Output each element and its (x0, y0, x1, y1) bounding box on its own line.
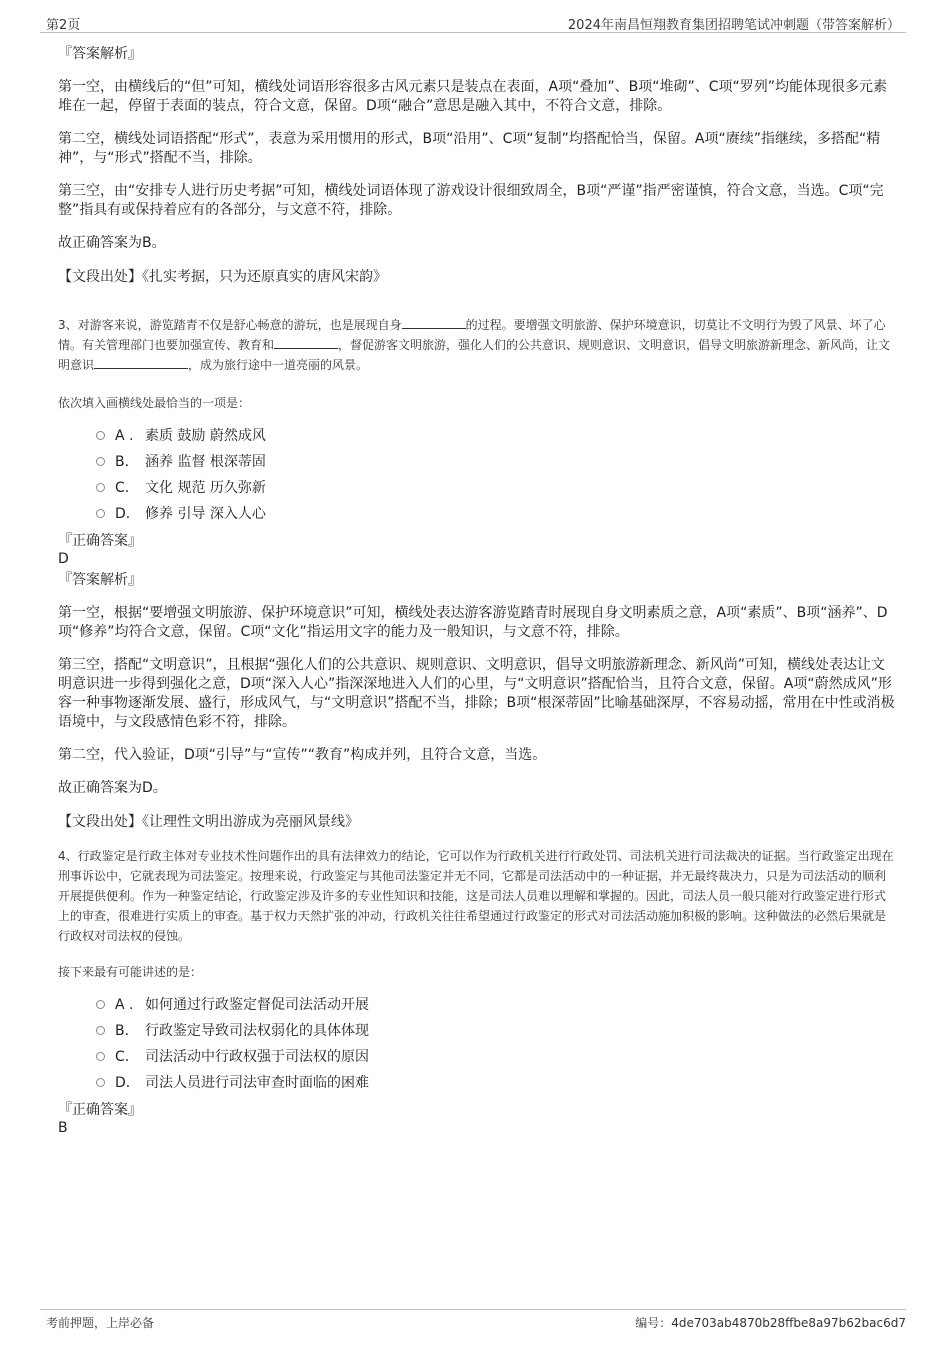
analysis-paragraph: 第一空，根据“要增强文明旅游、保护环境意识”可知，横线处表达游客游览踏青时展现自身文明素质之意，A项“素质”、B项“涵养”、D项“修养”均符合文意，保留。C项“文化”指运用文字的能力及一般知识，与文意不符，排除。 (58, 605, 888, 640)
analysis-paragraph: 第二空，代入验证，D项“引导”与“宣传”“教育”构成并列，且符合文意，当选。 (58, 747, 547, 763)
analysis-paragraph: 第三空，由“安排专人进行历史考据”可知，横线处词语体现了游戏设计很细致周全，B项“严谨”指严密谨慎，符合文意，当选。C项“完整”指具有或保持着应有的各部分，与文意不符，排除。 (58, 183, 884, 218)
option-d[interactable]: D. 司法人员进行司法审查时面临的困难 (96, 1070, 896, 1096)
analysis-paragraph: 第三空，搭配“文明意识”，且根据“强化人们的公共意识、规则意识、文明意识，倡导文明旅游新理念、新风尚”可知，横线处表达让文明意识进一步得到强化之意，D项“深入人心”指深深地进入人们的心里，与“文明意识”搭配恰当，且符合文意，保留。A项“蔚然成风”形容一种事物逐渐发展、盛行，形成风气，与“文明意识”搭配不当，排除；B项“根深蒂固”比喻基础深厚，不容易动摇，常用在中性或消极语境中，与文段感情色彩不符，排除。 (58, 657, 895, 730)
source-title: 《扎实考据，只为还原真实的唐风宋韵》 (142, 269, 387, 285)
analysis-paragraph: 第一空，由横线后的“但”可知，横线处词语形容很多古风元素只是装点在表面，A项“叠加”、B项“堆砌”、C项“罗列”均能体现很多元素堆在一起，停留于表面的装点，符合文意，保留。D项“融合”意思是融入其中，不符合文意，排除。 (58, 79, 887, 114)
radio-icon[interactable] (96, 431, 105, 440)
analysis-tag: 『答案解析』 (58, 46, 142, 62)
page-header (40, 10, 906, 33)
source-label: 【文段出处】 (58, 814, 142, 830)
source-line (58, 267, 896, 287)
radio-icon[interactable] (96, 1026, 105, 1035)
page-content (58, 44, 896, 1137)
option-c[interactable]: C. 文化 规范 历久弥新 (96, 475, 896, 501)
source-line (58, 812, 896, 832)
radio-icon[interactable] (96, 483, 105, 492)
fill-blank (94, 356, 188, 369)
document-title: 2024年南昌恒翔教育集团招聘笔试冲刺题（带答案解析） (567, 18, 900, 33)
fill-blank (274, 336, 338, 349)
fill-blank (402, 316, 466, 329)
correct-answer: B (58, 1120, 68, 1136)
options-list (96, 423, 896, 527)
analysis-conclusion: 故正确答案为B。 (58, 235, 166, 251)
option-a[interactable]: A . 如何通过行政鉴定督促司法活动开展 (96, 992, 896, 1018)
option-a[interactable]: A . 素质 鼓励 蔚然成风 (96, 423, 896, 449)
radio-icon[interactable] (96, 1000, 105, 1009)
option-b[interactable]: B. 行政鉴定导致司法权弱化的具体体现 (96, 1018, 896, 1044)
radio-icon[interactable] (96, 509, 105, 518)
radio-icon[interactable] (96, 457, 105, 466)
analysis-conclusion: 故正确答案为D。 (58, 780, 167, 796)
question-prompt: 依次填入画横线处最恰当的一项是： (58, 396, 251, 410)
radio-icon[interactable] (96, 1052, 105, 1061)
answer-tag: 『正确答案』 (58, 1102, 142, 1118)
correct-answer: D (58, 551, 69, 567)
page-number: 第2页 (46, 18, 81, 33)
source-label: 【文段出处】 (58, 269, 142, 285)
analysis-tag: 『答案解析』 (58, 572, 142, 588)
question-text: 3、对游客来说，游览踏青不仅是舒心畅意的游玩，也是展现自身 的过程。要增强文明旅游、保护环境意识，切莫让不文明行为毁了风景、坏了心情。有关管理部门也要加强宣传、教育和 ，督促游客文明旅游，强化人们的公共意识、规则意识、文明意识，倡导文明旅游新理念、新风尚，让文明意识 ，成为旅行途中一道亮丽的风景。 (58, 318, 891, 372)
options-list (96, 992, 896, 1096)
answer-tag: 『正确答案』 (58, 533, 142, 549)
page-footer (40, 1309, 906, 1334)
source-title: 《让理性文明出游成为亮丽风景线》 (142, 814, 359, 830)
question-text: 4、行政鉴定是行政主体对专业技术性问题作出的具有法律效力的结论，它可以作为行政机关进行行政处罚、司法机关进行司法裁决的证据。当行政鉴定出现在刑事诉讼中，它就表现为司法鉴定。按理来说，行政鉴定与其他司法鉴定并无不同，它都是司法活动中的一种证据，并无最终裁决力，只是为司法活动的顺利开展提供便利。作为一种鉴定结论，行政鉴定涉及许多的专业性知识和技能，这是司法人员难以理解和掌握的。因此，司法人员一般只能对行政鉴定进行形式上的审查，很难进行实质上的审查。基于权力天然扩张的冲动，行政机关往往希望通过行政鉴定的形式对司法活动施加积极的影响。这种做法的必然后果就是行政权对司法权的侵蚀。 (58, 849, 894, 943)
footer-slogan: 考前押题，上岸必备 (46, 1316, 155, 1330)
option-b[interactable]: B. 涵养 监督 根深蒂固 (96, 449, 896, 475)
radio-icon[interactable] (96, 1078, 105, 1087)
analysis-paragraph: 第二空，横线处词语搭配“形式”，表意为采用惯用的形式，B项“沿用”、C项“复制”均搭配恰当，保留。A项“赓续”指继续，多搭配“精神”，与“形式”搭配不当，排除。 (58, 131, 881, 166)
document-id: 编号：4de703ab4870b28ffbe8a97b62bac6d7 (635, 1316, 906, 1330)
option-c[interactable]: C. 司法活动中行政权强于司法权的原因 (96, 1044, 896, 1070)
question-prompt: 接下来最有可能讲述的是： (58, 965, 203, 979)
option-d[interactable]: D. 修养 引导 深入人心 (96, 501, 896, 527)
